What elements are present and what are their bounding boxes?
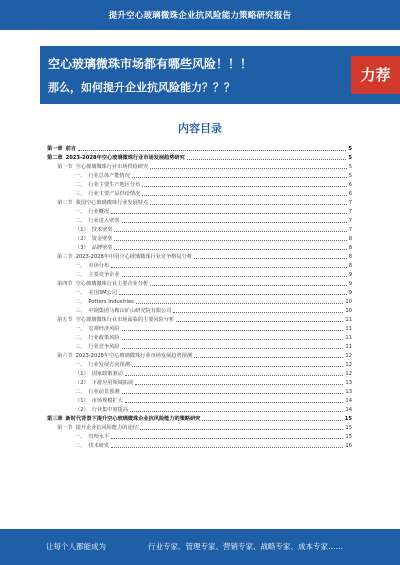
table-of-contents xyxy=(47,143,352,449)
toc-entry[interactable] xyxy=(47,332,352,341)
toc-entry-number: 第五节 xyxy=(57,317,73,323)
toc-entry[interactable] xyxy=(47,314,352,323)
toc-dot-leader xyxy=(125,401,344,403)
toc-entry-number: （1） xyxy=(75,227,89,233)
toc-entry-number: （2） xyxy=(75,236,89,242)
toc-entry-number: 第四节 xyxy=(57,281,73,287)
toc-page-number: 16 xyxy=(345,443,352,449)
toc-page-number: 15 xyxy=(345,425,352,431)
toc-entry-number: 第一章 xyxy=(47,146,63,152)
toc-entry-number: 第一节 xyxy=(57,425,73,431)
banner-subheadline: 那么，如何提升企业抗风险能力？？？ xyxy=(48,81,235,94)
toc-page-number: 10 xyxy=(345,308,352,314)
toc-entry[interactable] xyxy=(47,143,352,152)
toc-dot-leader xyxy=(173,311,343,313)
toc-entry[interactable] xyxy=(47,359,352,368)
toc-page-number: 11 xyxy=(345,344,352,350)
toc-dot-leader xyxy=(140,428,344,430)
toc-dot-leader xyxy=(132,176,347,178)
toc-page-number: 13 xyxy=(345,380,352,386)
toc-entry-number: 第一节 xyxy=(57,164,73,170)
toc-page-number: 15 xyxy=(344,416,352,422)
toc-entry[interactable] xyxy=(47,431,352,440)
toc-entry-number: 第二节 xyxy=(57,200,73,206)
toc-entry-title: 技术壁垒 xyxy=(91,227,113,233)
toc-dot-leader xyxy=(130,410,343,412)
toc-entry-number: 三、 xyxy=(75,191,86,197)
toc-dot-leader xyxy=(194,257,347,259)
toc-page-number: 15 xyxy=(345,434,352,440)
footer-roles: 行业专家、管理专家、营销专家、战略专家、成本专家…… xyxy=(148,542,343,551)
toc-page-number: 5 xyxy=(348,146,352,152)
toc-entry-title: 提升企业抗风险能力的途径 xyxy=(75,425,138,431)
toc-entry-title: 行业政策风险 xyxy=(88,335,120,341)
toc-entry-title: 行业前景预测 xyxy=(88,389,120,395)
toc-entry[interactable] xyxy=(47,260,352,269)
toc-dot-leader xyxy=(122,275,347,277)
toc-entry[interactable] xyxy=(47,197,352,206)
toc-dot-leader xyxy=(111,437,343,439)
toc-dot-leader xyxy=(111,446,343,448)
toc-page-number: 9 xyxy=(348,272,352,278)
toc-entry-title: 行业主要产品供给情况 xyxy=(88,191,141,197)
toc-entry[interactable] xyxy=(47,305,352,314)
toc-entry-number: （1） xyxy=(75,398,89,404)
toc-page-number: 5 xyxy=(348,155,352,161)
toc-entry[interactable] xyxy=(47,233,352,242)
toc-entry-number: （1） xyxy=(75,371,89,377)
toc-entry-title: 行业概况 xyxy=(88,209,110,215)
toc-page-number: 6 xyxy=(348,191,352,197)
toc-entry-number: 第六节 xyxy=(57,353,73,359)
toc-dot-leader xyxy=(122,392,344,394)
toc-dot-leader xyxy=(132,365,343,367)
toc-dot-leader xyxy=(122,347,344,349)
header-bar xyxy=(0,0,400,30)
report-title: 提升空心玻璃微珠企业抗风险能力策略研究报告 xyxy=(108,11,292,21)
toc-title: 内容目录 xyxy=(178,122,222,135)
toc-entry-number: 二、 xyxy=(75,443,86,449)
toc-entry-number: 一、 xyxy=(75,290,86,296)
toc-entry[interactable] xyxy=(47,413,352,422)
toc-entry[interactable] xyxy=(47,215,352,224)
toc-entry-number: 一、 xyxy=(75,173,86,179)
toc-page-number: 8 xyxy=(348,263,352,269)
toc-entry-title: 空心玻璃微珠行业主要企业分析 xyxy=(75,281,149,287)
toc-entry[interactable] xyxy=(47,368,352,377)
toc-dot-leader xyxy=(122,338,344,340)
toc-entry[interactable] xyxy=(47,242,352,251)
toc-entry-number: 二、 xyxy=(75,182,86,188)
logo-text: 力荐 xyxy=(360,66,391,84)
toc-page-number: 6 xyxy=(348,182,352,188)
toc-entry[interactable] xyxy=(47,296,352,305)
toc-entry-number: 一、 xyxy=(75,434,86,440)
banner xyxy=(40,46,400,104)
toc-entry-title: 主要竞争企业 xyxy=(88,272,120,278)
toc-entry[interactable] xyxy=(47,278,352,287)
toc-entry[interactable] xyxy=(47,206,352,215)
toc-page-number: 8 xyxy=(348,245,352,251)
toc-entry-title: 2023-2028年空心玻璃微珠行业市场发展趋势预测 xyxy=(75,353,193,359)
toc-entry-number: 三、 xyxy=(75,308,86,314)
toc-dot-leader xyxy=(150,167,346,169)
toc-entry-number: 三、 xyxy=(75,344,86,350)
toc-entry-number: 二、 xyxy=(75,218,86,224)
toc-entry[interactable] xyxy=(47,170,352,179)
toc-entry-title: 资金壁垒 xyxy=(91,236,113,242)
toc-entry[interactable] xyxy=(47,287,352,296)
toc-entry-title: 品牌壁垒 xyxy=(91,245,113,251)
toc-dot-leader xyxy=(150,203,346,205)
toc-entry-title: 国家政策驱动 xyxy=(91,371,123,377)
toc-entry-title: Potters Industries xyxy=(88,299,134,305)
toc-page-number: 7 xyxy=(348,218,352,224)
toc-dot-leader xyxy=(114,239,346,241)
toc-entry[interactable] xyxy=(47,341,352,350)
toc-dot-leader xyxy=(114,248,346,250)
toc-dot-leader xyxy=(194,356,343,358)
toc-page-number: 14 xyxy=(345,398,352,404)
toc-entry-title: 空心玻璃微珠行业市场面临的主要风险分析 xyxy=(75,317,175,323)
toc-entry-number: 二、 xyxy=(75,389,86,395)
toc-entry-number: 第三章 xyxy=(47,416,63,422)
toc-entry-number: 二、 xyxy=(75,299,86,305)
toc-entry-title: 市场分布 xyxy=(88,263,110,269)
toc-page-number: 14 xyxy=(345,407,352,413)
footer-bar xyxy=(0,529,400,565)
toc-entry[interactable] xyxy=(47,161,352,170)
toc-entry-number: 第三节 xyxy=(57,254,73,260)
banner-headline: 空心玻璃微珠市场都有哪些风险！！！ xyxy=(48,57,253,71)
toc-entry[interactable] xyxy=(47,224,352,233)
toc-page-number: 9 xyxy=(348,281,352,287)
toc-entry[interactable] xyxy=(47,179,352,188)
toc-entry-title: 美国3M公司 xyxy=(88,290,117,296)
toc-entry[interactable] xyxy=(47,395,352,404)
toc-entry-title: 市场规模扩大 xyxy=(91,398,123,404)
toc-dot-leader xyxy=(142,185,346,187)
toc-page-number: 7 xyxy=(348,200,352,206)
toc-entry-title: 管理水平 xyxy=(88,434,110,440)
toc-dot-leader xyxy=(176,320,343,322)
toc-entry-title: 行业总体产能情况 xyxy=(88,173,130,179)
toc-entry[interactable] xyxy=(47,269,352,278)
toc-page-number: 7 xyxy=(348,209,352,215)
toc-entry[interactable] xyxy=(47,188,352,197)
toc-page-number: 5 xyxy=(348,164,352,170)
toc-entry-number: 二、 xyxy=(75,272,86,278)
toc-page-number: 11 xyxy=(345,326,352,332)
toc-dot-leader xyxy=(122,329,344,331)
toc-entry-title: 行业进入壁垒 xyxy=(88,218,120,224)
toc-entry[interactable] xyxy=(47,386,352,395)
toc-entry-number: 一、 xyxy=(75,326,86,332)
toc-dot-leader xyxy=(114,230,346,232)
toc-entry[interactable] xyxy=(47,350,352,359)
toc-page-number: 10 xyxy=(345,299,352,305)
toc-page-number: 8 xyxy=(348,236,352,242)
footer-slogan: 让每个人都能成为 xyxy=(46,542,106,551)
toc-entry-title: 2023-2028年中国空心玻璃微珠行业竞争格局分析 xyxy=(75,254,193,260)
toc-entry-number: （3） xyxy=(75,245,89,251)
toc-entry-title: 2023-2028年空心玻璃微珠行业市场发展趋势研究 xyxy=(65,155,185,161)
toc-entry-title: 宏观经济风险 xyxy=(88,326,120,332)
toc-entry-title: 行业发展方向预测 xyxy=(88,362,130,368)
toc-entry-number: 二、 xyxy=(75,335,86,341)
toc-entry-title: 技术研发 xyxy=(88,443,110,449)
toc-dot-leader xyxy=(142,194,346,196)
toc-entry-number: （2） xyxy=(75,407,89,413)
toc-dot-leader xyxy=(111,212,347,214)
toc-dot-leader xyxy=(122,221,347,223)
toc-page-number: 7 xyxy=(348,227,352,233)
toc-dot-leader xyxy=(111,266,347,268)
toc-dot-leader xyxy=(136,302,344,304)
toc-entry[interactable] xyxy=(47,251,352,260)
toc-entry[interactable] xyxy=(47,404,352,413)
toc-dot-leader xyxy=(150,284,346,286)
toc-page-number: 8 xyxy=(348,254,352,260)
toc-page-number: 11 xyxy=(345,335,352,341)
toc-page-number: 11 xyxy=(345,317,352,323)
toc-entry[interactable] xyxy=(47,422,352,431)
toc-entry-title: 中钢集团马鞍山矿山研究院有限公司 xyxy=(88,308,172,314)
toc-entry-title: 下游应用领域拓展 xyxy=(91,380,134,386)
toc-entry[interactable] xyxy=(47,377,352,386)
recommend-logo xyxy=(351,56,400,94)
toc-entry-number: 第二章 xyxy=(47,155,63,161)
toc-entry[interactable] xyxy=(47,440,352,449)
toc-entry[interactable] xyxy=(47,152,352,161)
toc-entry-number: （2） xyxy=(75,380,89,386)
toc-entry-title: 前言 xyxy=(65,146,76,152)
toc-dot-leader xyxy=(78,149,346,151)
toc-entry-title: 新时代背景下提升空心玻璃微珠企业抗风险能力的策略研究 xyxy=(65,416,201,422)
toc-entry-title: 空心玻璃微珠行业市场供给研究 xyxy=(75,164,149,170)
toc-dot-leader xyxy=(119,293,347,295)
toc-entry-title: 我国空心玻璃微珠行业发展特点 xyxy=(75,200,149,206)
toc-entry-title: 行业竞争风险 xyxy=(88,344,120,350)
toc-entry-title: 行业集中度提高 xyxy=(91,407,129,413)
toc-dot-leader xyxy=(125,374,344,376)
toc-entry-number: 一、 xyxy=(75,263,86,269)
toc-dot-leader xyxy=(135,383,343,385)
toc-entry-number: 一、 xyxy=(75,209,86,215)
toc-page-number: 12 xyxy=(345,371,352,377)
toc-entry-title: 行业主要生产地区分布 xyxy=(88,182,141,188)
toc-page-number: 13 xyxy=(345,389,352,395)
toc-dot-leader xyxy=(202,419,342,421)
toc-page-number: 12 xyxy=(345,353,352,359)
toc-page-number: 9 xyxy=(348,290,352,296)
toc-page-number: 5 xyxy=(348,173,352,179)
toc-entry-number: 一、 xyxy=(75,362,86,368)
toc-page-number: 12 xyxy=(345,362,352,368)
toc-dot-leader xyxy=(187,158,347,160)
toc-entry[interactable] xyxy=(47,323,352,332)
